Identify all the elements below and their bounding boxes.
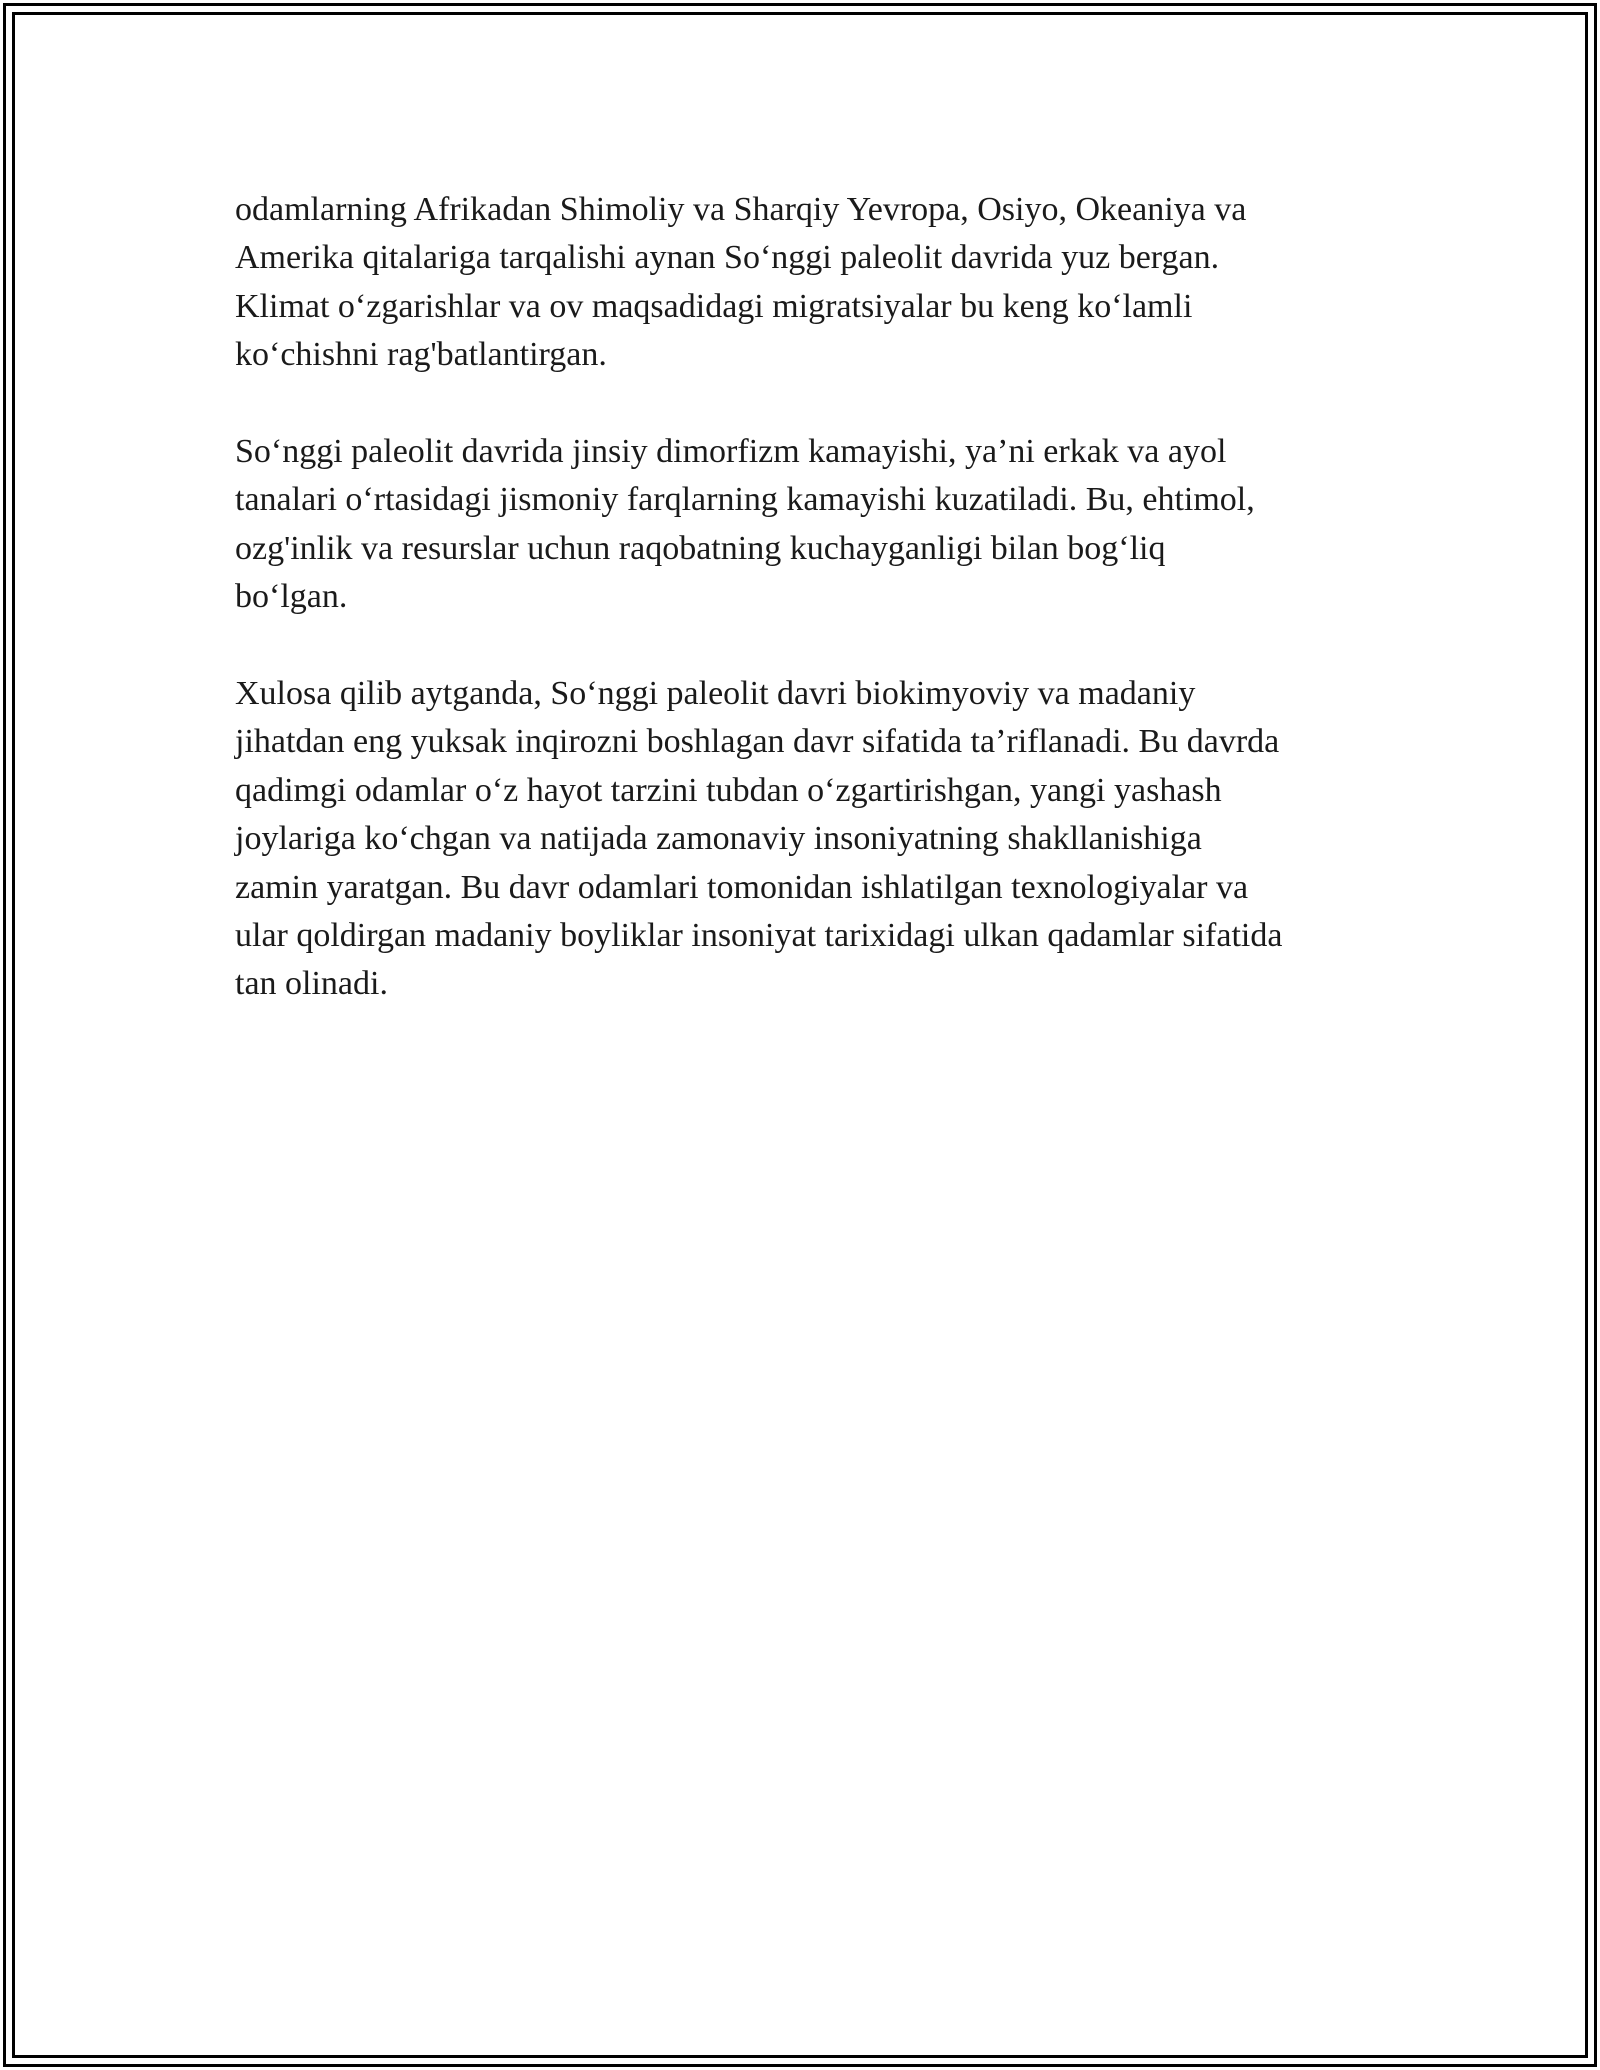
text-line: zamin yaratgan. Bu davr odamlari tomonidan ishlatilgan texnologiyalar va: [235, 868, 1249, 906]
text-line: ozg'inlik va resurslar uchun raqobatning kuchayganligi bilan bog‘liq: [235, 529, 1166, 567]
text-line: jihatdan eng yuksak inqirozni boshlagan davr sifatida ta’riflanadi. Bu davrda: [235, 723, 1280, 761]
paragraph-1: [235, 186, 1375, 380]
text-line: tan olinadi.: [235, 965, 388, 1003]
text-line: Amerika qitalariga tarqalishi aynan So‘nggi paleolit davrida yuz bergan.: [235, 239, 1220, 277]
text-line: qadimgi odamlar o‘z hayot tarzini tubdan o‘zgartirishgan, yangi yashash: [235, 771, 1222, 809]
text-line: Klimat o‘zgarishlar va ov maqsadidagi migratsiyalar bu keng ko‘lamli: [235, 287, 1193, 325]
text-line: bo‘lgan.: [235, 578, 348, 616]
text-line: tanalari o‘rtasidagi jismoniy farqlarning kamayishi kuzatiladi. Bu, ehtimol,: [235, 481, 1255, 519]
text-line: joylariga ko‘chgan va natijada zamonaviy insoniyatning shakllanishiga: [235, 820, 1202, 858]
document-body: [235, 186, 1375, 1057]
paragraph-2: [235, 428, 1375, 622]
text-line: ular qoldirgan madaniy boyliklar insoniyat tarixidagi ulkan qadamlar sifatida: [235, 917, 1283, 955]
text-line: ko‘chishni rag'batlantirgan.: [235, 336, 607, 374]
paragraph-3: [235, 670, 1375, 1009]
text-line: Xulosa qilib aytganda, So‘nggi paleolit davri biokimyoviy va madaniy: [235, 675, 1196, 713]
text-line: odamlarning Afrikadan Shimoliy va Sharqiy Yevropa, Osiyo, Okeaniya va: [235, 191, 1247, 228]
text-line: So‘nggi paleolit davrida jinsiy dimorfizm kamayishi, ya’ni erkak va ayol: [235, 433, 1227, 471]
